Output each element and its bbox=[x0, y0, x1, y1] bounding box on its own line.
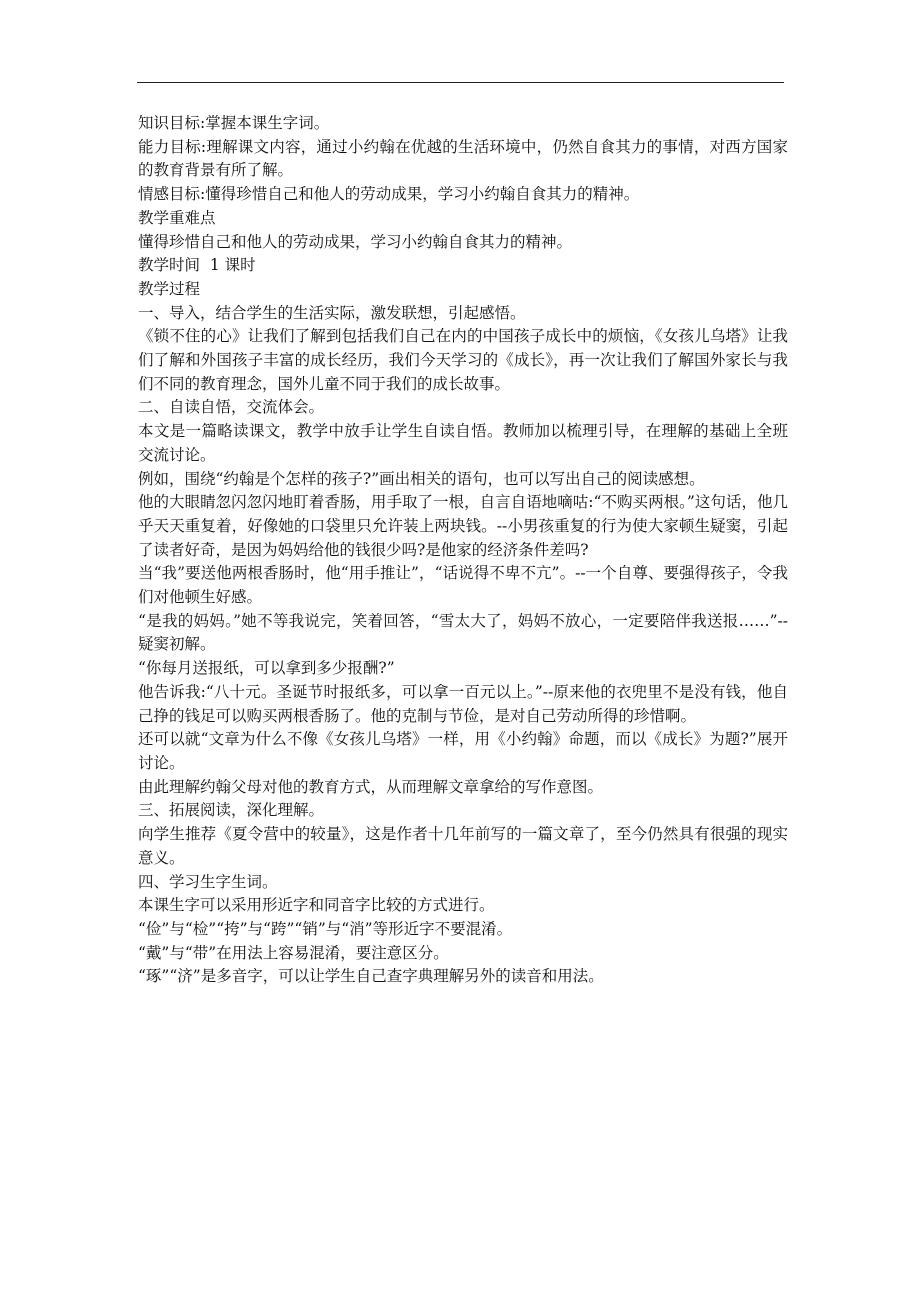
paragraph: 本文是一篇略读课文，教学中放手让学生自读自悟。教师加以梳理引导，在理解的基础上全班交流讨论。 bbox=[138, 422, 788, 464]
paragraph: 能力目标:理解课文内容，通过小约翰在优越的生活环境中，仍然自食其力的事情，对西方国家的教育背景有所了解。 bbox=[138, 137, 788, 180]
paragraph: 情感目标:懂得珍惜自己和他人的劳动成果，学习小约翰自食其力的精神。 bbox=[138, 185, 640, 204]
paragraph: 由此理解约翰父母对他的教育方式，从而理解文章拿给的写作意图。 bbox=[138, 777, 604, 796]
step-heading: 一、导入，结合学生的生活实际，激发联想，引起感悟。 bbox=[138, 303, 526, 322]
paragraph: 本课生字可以采用形近字和同音字比较的方式进行。 bbox=[138, 896, 495, 915]
paragraph: 知识目标:掌握本课生字词。 bbox=[138, 114, 330, 132]
paragraph: “戴”与“带”在用法上容易混淆，要注意区分。 bbox=[138, 943, 449, 962]
step-heading: 四、学习生字生词。 bbox=[138, 872, 278, 891]
header-rule bbox=[137, 82, 784, 83]
paragraph: 例如，围绕“约翰是个怎样的孩子?”画出相关的语句，也可以写出自己的阅读感想。 bbox=[138, 469, 705, 488]
step-heading: 二、自读自悟，交流体会。 bbox=[138, 398, 325, 417]
section-heading: 教学过程 bbox=[138, 279, 201, 298]
paragraph: “是我的妈妈。”她不等我说完，笑着回答，“雪太大了，妈妈不放心，一定要陪伴我送报……”--疑窦初解。 bbox=[138, 611, 788, 654]
paragraph: 懂得珍惜自己和他人的劳动成果，学习小约翰自食其力的精神。 bbox=[138, 232, 573, 251]
step-heading: 三、拓展阅读，深化理解。 bbox=[138, 801, 325, 820]
paragraph: 还可以就“文章为什么不像《女孩儿乌塔》一样，用《小约翰》命题，而以《成长》为题?”展开讨论。 bbox=[138, 730, 788, 772]
paragraph: 当“我”要送他两根香肠时，他“用手推让”，“话说得不卑不亢”。--一个自尊、要强得孩子，令我们对他顿生好感。 bbox=[138, 564, 788, 607]
paragraph: “你每月送报纸，可以拿到多少报酬?” bbox=[138, 659, 395, 678]
paragraph: 教学时间 1 课时 bbox=[138, 256, 256, 275]
document-body bbox=[138, 112, 788, 989]
paragraph: 他告诉我:“八十元。圣诞节时报纸多，可以拿一百元以上。”--原来他的衣兜里不是没有钱，他自己挣的钱足可以购买两根香肠了。他的克制与节俭，是对自己劳动所得的珍惜啊。 bbox=[138, 682, 788, 725]
paragraph: “琢”“济”是多音字，可以让学生自己查字典理解另外的读音和用法。 bbox=[138, 967, 604, 986]
paragraph: 《锁不住的心》让我们了解到包括我们自己在内的中国孩子成长中的烦恼，《女孩儿乌塔》让我们了解和外国孩子丰富的成长经历，我们今天学习的《成长》，再一次让我们了解国外家长与我们不同的教育理念，国外儿童不同于我们的成长故事。 bbox=[138, 327, 788, 393]
paragraph: 向学生推荐《夏令营中的较量》，这是作者十几年前写的一篇文章了，至今仍然具有很强的现实意义。 bbox=[138, 825, 788, 867]
paragraph: “俭”与“检”“挎”与“跨”“销”与“消”等形近字不要混淆。 bbox=[138, 919, 513, 938]
section-heading: 教学重难点 bbox=[138, 208, 216, 227]
paragraph: 他的大眼睛忽闪忽闪地盯着香肠，用手取了一根，自言自语地嘀咕:“不购买两根。”这句话，他几乎天天重复着，好像她的口袋里只允许装上两块钱。--小男孩重复的行为使大家顿生疑窦，引起了读者好奇，是因为妈妈给他的钱很少吗?是他家的经济条件差吗? bbox=[138, 493, 788, 559]
